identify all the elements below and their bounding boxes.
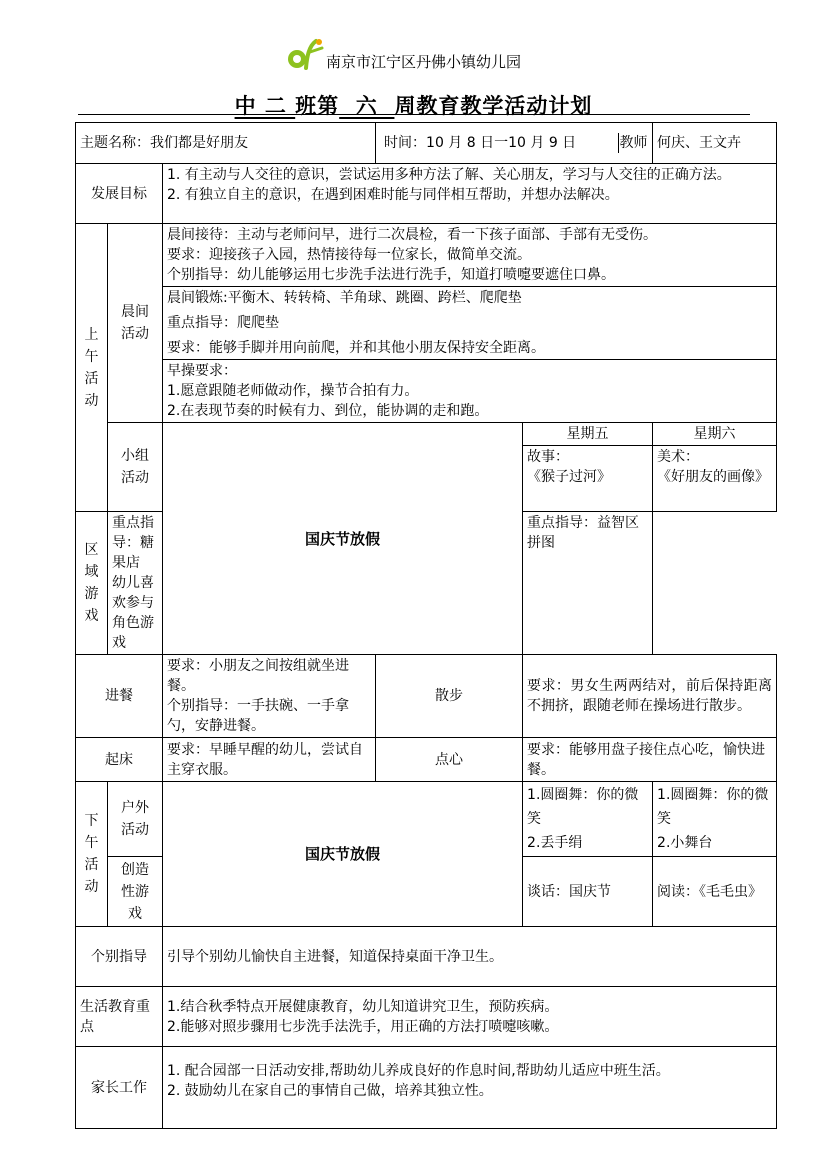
parents-label: 家长工作 [76, 1047, 163, 1129]
individual-row [76, 927, 777, 987]
afternoon-holiday-cell: 国庆节放假 [163, 782, 523, 927]
wake-content: 要求：早睡早醒的幼儿，尝试自主穿衣服。 [163, 738, 376, 782]
wake-label: 起床 [76, 738, 163, 782]
time-value: 时间：10 月 8 日一10 月 9 日 [380, 133, 619, 153]
drill-line-2: 1.愿意跟随老师做动作，操节合拍有力。 [167, 383, 419, 399]
meal-label: 进餐 [76, 655, 163, 738]
saturday-header: 星期六 [653, 423, 777, 446]
reception-line-3: 个别指导：幼儿能够运用七步洗手法进行洗手，知道打喷嚏要遮住口鼻。 [167, 267, 615, 283]
exercise-line-2: 重点指导：爬爬垫 [167, 315, 279, 331]
life-content [163, 987, 777, 1047]
reception-line-2: 要求：迎接孩子入园，热情接待每一位家长，做简单交流。 [167, 247, 531, 263]
goals-label: 发展目标 [76, 164, 163, 224]
meal-line-2: 个别指导：一手扶碗、一手拿勺，安静进餐。 [167, 698, 349, 734]
walk-label: 散步 [376, 655, 523, 738]
parents-line-2: 2. 鼓励幼儿在家自己的事情自己做，培养其独立性。 [167, 1083, 493, 1099]
outdoor-friday-line-1: 1.圆圈舞：你的微笑 [527, 787, 639, 827]
individual-content: 引导个别幼儿愉快自主进餐，知道保持桌面干净卫生。 [163, 927, 777, 987]
page-header [0, 38, 827, 78]
goal-1: 1. 有主动与人交往的意识，尝试运用多种方法了解、关心朋友，学习与人交往的正确方法。 [167, 167, 731, 183]
outdoor-saturday-cell [653, 782, 777, 857]
drill-line-3: 2.在表现节奏的时候有力、到位，能协调的走和跑。 [167, 403, 489, 419]
exercise-line-1: 晨间锻炼:平衡木、转转椅、羊角球、跳圈、跨栏、爬爬垫 [167, 290, 522, 306]
morning-holiday-cell: 国庆节放假 [163, 423, 523, 655]
drill-content [163, 360, 777, 423]
group-saturday-cell [653, 446, 777, 512]
reception-line-1: 晨间接待：主动与老师问早，进行二次晨检，看一下孩子面部、手部有无受伤。 [167, 227, 657, 243]
friday-header: 星期五 [523, 423, 653, 446]
area-saturday-focus: 重点指导：益智区 [527, 515, 640, 531]
meal-row [76, 655, 777, 738]
group-saturday-title: 《好朋友的画像》 [657, 469, 770, 485]
teacher-label: 教师 [619, 135, 648, 151]
life-row [76, 987, 777, 1047]
exercise-row [76, 287, 777, 360]
activity-plan-table [75, 122, 777, 1129]
title-week-prefix: 班第 [295, 93, 340, 118]
area-friday-note: 幼儿喜欢参与角色游戏 [112, 575, 154, 651]
group-activity-label: 小组活动 [108, 423, 163, 512]
page-title [0, 90, 827, 120]
snack-content: 要求：能够用盘子接住点心吃，愉快进餐。 [523, 738, 777, 782]
group-saturday-type: 美术： [657, 449, 700, 465]
time-cell [376, 123, 653, 164]
creative-friday-cell: 谈话：国庆节 [523, 857, 653, 927]
life-line-2: 2.能够对照步骤用七步洗手法洗手，用正确的方法打喷嚏咳嗽。 [167, 1018, 559, 1035]
walk-content: 要求：男女生两两结对，前后保持距离不拥挤，跟随老师在操场进行散步。 [523, 655, 777, 738]
weekday-header-row [76, 423, 777, 446]
outdoor-saturday-line-1: 1.圆圈舞：你的微笑 [657, 787, 769, 827]
reception-row [76, 224, 777, 287]
goals-content [163, 164, 777, 224]
goals-row [76, 164, 777, 224]
meal-line-1: 要求：小朋友之间按组就坐进餐。 [167, 658, 349, 694]
parents-line-1: 1. 配合园部一日活动安排,帮助幼儿养成良好的作息时间,帮助幼儿适应中班生活。 [167, 1063, 670, 1079]
area-saturday-note: 拼图 [527, 535, 556, 551]
area-game-label-cell: 区域游戏 [76, 512, 108, 655]
life-label: 生活教育重 点 [76, 987, 163, 1047]
snack-label: 点心 [376, 738, 523, 782]
wake-row [76, 738, 777, 782]
school-name: 南京市江宁区丹佛小镇幼儿园 [326, 53, 522, 71]
outdoor-friday-cell [523, 782, 653, 857]
parents-row [76, 1047, 777, 1129]
exercise-content [163, 287, 777, 360]
area-friday-cell [108, 512, 163, 655]
creative-game-label: 创造性游戏 [108, 857, 163, 927]
reception-content [163, 224, 777, 287]
creative-saturday-cell: 阅读：《毛毛虫》 [653, 857, 777, 927]
info-row [76, 123, 777, 164]
theme-cell: 主题名称：我们都是好朋友 [76, 123, 376, 164]
title-class: 中 二 [234, 93, 296, 118]
outdoor-row [76, 782, 777, 857]
afternoon-section-label: 下午活动 [76, 782, 108, 927]
outdoor-friday-line-2: 2.丢手绢 [527, 835, 583, 851]
parents-content [163, 1047, 777, 1129]
group-friday-cell [523, 446, 653, 512]
group-friday-type: 故事： [527, 449, 570, 465]
individual-label: 个别指导 [76, 927, 163, 987]
group-friday-title: 《猴子过河》 [527, 469, 612, 485]
teacher-names: 何庆、王文卉 [653, 123, 777, 164]
drill-line-1: 早操要求： [167, 363, 237, 379]
title-suffix: 周教育教学活动计划 [394, 93, 593, 118]
area-friday-focus: 重点指导：糖果店 [112, 515, 154, 571]
life-line-1: 1.结合秋季特点开展健康教育，幼儿知道讲究卫生，预防疾病。 [167, 998, 559, 1015]
title-week-number: 六 [339, 93, 395, 118]
morning-section-label: 上午活动 [76, 224, 108, 512]
exercise-line-3: 要求：能够手脚并用向前爬，并和其他小朋友保持安全距离。 [167, 340, 545, 356]
goal-2: 2. 有独立自主的意识，在遇到困难时能与同伴相互帮助，并想办法解决。 [167, 187, 619, 203]
school-logo-icon [286, 38, 324, 72]
morning-activity-label: 晨间活动 [108, 224, 163, 423]
meal-content [163, 655, 376, 738]
area-saturday-cell [523, 512, 653, 655]
outdoor-activity-label: 户外活动 [108, 782, 163, 857]
drill-row [76, 360, 777, 423]
outdoor-saturday-line-2: 2.小舞台 [657, 835, 713, 851]
